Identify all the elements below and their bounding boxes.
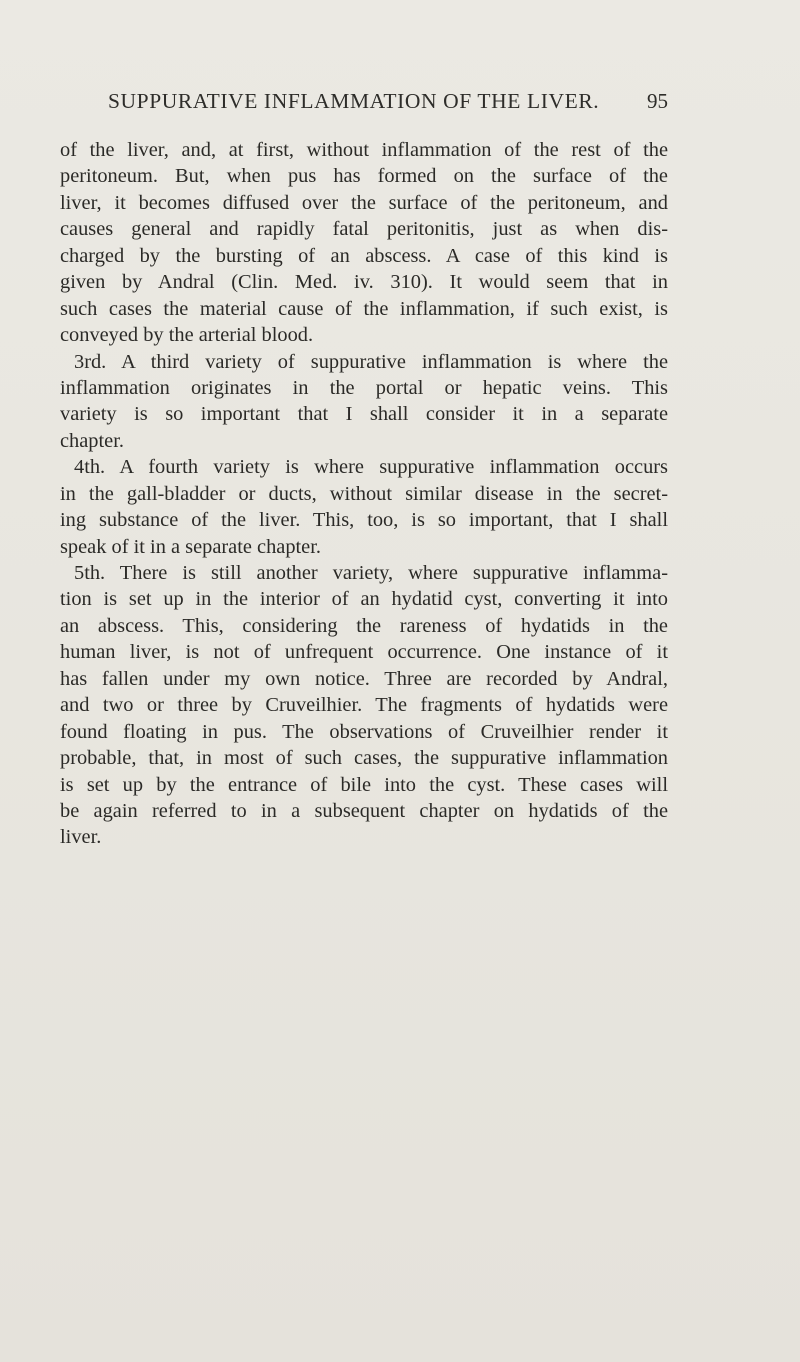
text-line: tion is set up in the interior of an hydatid cyst, converting it into [60, 588, 668, 611]
text-line: an abscess. This, considering the rareness of hydatids in the [60, 614, 668, 637]
body-text [60, 137, 668, 851]
text-line: causes general and rapidly fatal peritonitis, just as when dis- [60, 218, 668, 241]
text-line: given by Andral (Clin. Med. iv. 310). It would seem that in [60, 271, 668, 294]
text-line: and two or three by Cruveilhier. The fragments of hydatids were [60, 694, 668, 717]
text-line: such cases the material cause of the inflammation, if such exist, is [60, 297, 668, 320]
text-line: of the liver, and, at first, without inflammation of the rest of the [60, 139, 668, 161]
text-line: ing substance of the liver. This, too, is so important, that I shall [60, 509, 668, 532]
page-number: 95 [647, 89, 668, 113]
text-line: 4th. A fourth variety is where suppurative inflammation occurs [74, 456, 668, 479]
text-line: charged by the bursting of an abscess. A case of this kind is [60, 244, 668, 267]
text-line: inflammation originates in the portal or hepatic veins. This [60, 376, 668, 399]
running-head [108, 86, 668, 116]
text-line: is set up by the entrance of bile into the cyst. These cases will [60, 773, 668, 796]
text-line: chapter. [60, 429, 124, 452]
text-line: liver, it becomes diffused over the surface of the peritoneum, and [60, 191, 668, 214]
text-line: peritoneum. But, when pus has formed on the surface of the [60, 165, 668, 188]
text-line: be again referred to in a subsequent chapter on hydatids of the [60, 799, 668, 822]
text-line: 5th. There is still another variety, where suppurative inflamma- [74, 562, 668, 584]
text-line: liver. [60, 826, 102, 849]
text-line: human liver, is not of unfrequent occurrence. One instance of it [60, 641, 668, 664]
text-line: has fallen under my own notice. Three are recorded by Andral, [60, 667, 668, 690]
text-line: conveyed by the arterial blood. [60, 324, 314, 347]
text-line: found floating in pus. The observations of Cruveilhier render it [60, 720, 668, 743]
text-line: speak of it in a separate chapter. [60, 535, 321, 558]
text-line: 3rd. A third variety of suppurative inflammation is where the [74, 350, 668, 373]
text-line: variety is so important that I shall consider it in a separate [60, 403, 668, 426]
running-title: SUPPURATIVE INFLAMMATION OF THE LIVER. [108, 89, 600, 113]
text-line: in the gall-bladder or ducts, without similar disease in the secret- [60, 482, 668, 505]
text-line: probable, that, in most of such cases, the suppurative inflammation [60, 747, 668, 770]
